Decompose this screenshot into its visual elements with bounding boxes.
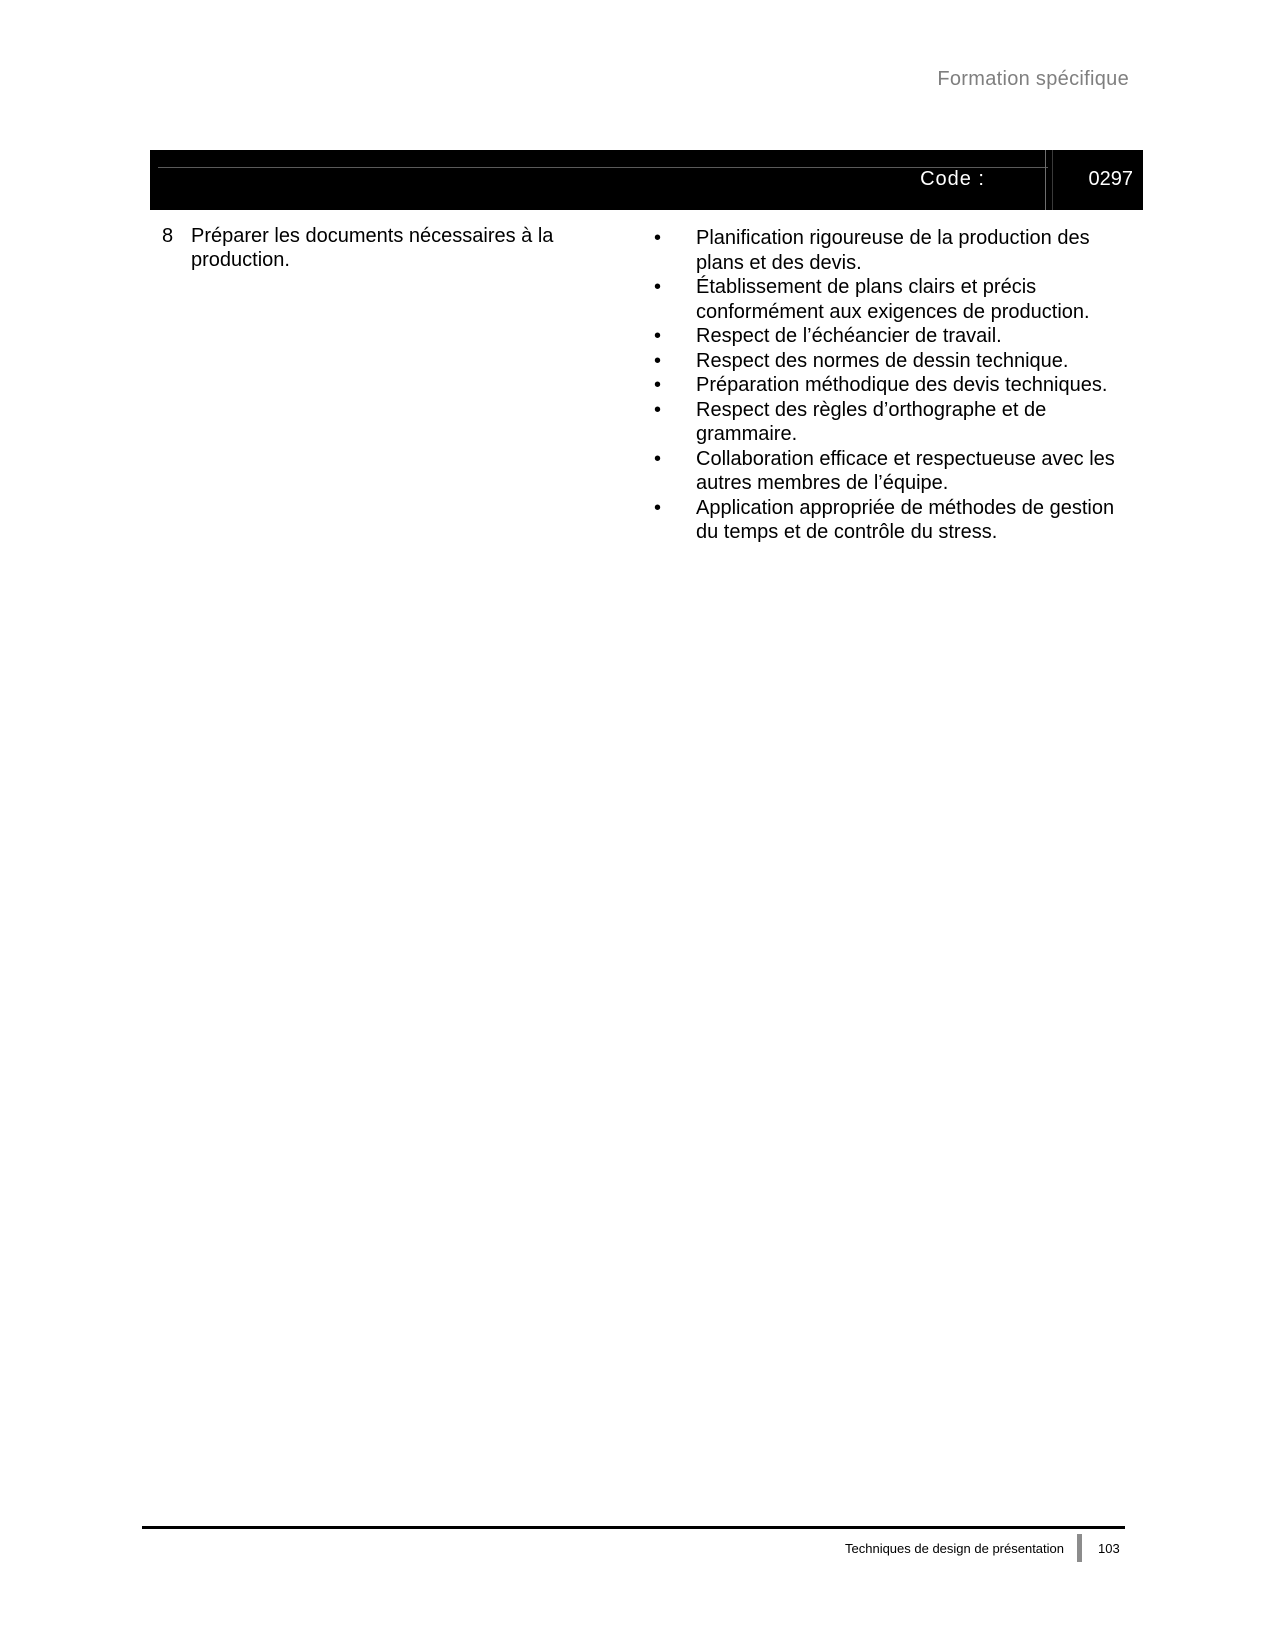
code-bar-rule [158,167,1048,168]
bullet-icon: • [654,276,662,298]
bullet-icon: • [654,398,662,421]
element-number: 8 [162,225,174,247]
criteria-item [654,324,1134,349]
element-text: Préparer les documents nécessaires à la production. [191,225,554,271]
criteria-text: Application appropriée de méthodes de gestion du temps et de contrôle du stress. [696,496,1115,543]
criteria-item [654,373,1134,398]
criteria-text: Préparation méthodique des devis techniques. [696,374,1108,396]
criteria-text: Respect des normes de dessin technique. [696,349,1069,372]
performance-criteria-list [654,226,1134,545]
footer-rule [142,1526,1125,1529]
criteria-item [654,275,1134,324]
criteria-item [654,226,1134,275]
bullet-icon: • [654,227,662,249]
bullet-icon: • [654,496,662,519]
bullet-icon: • [654,349,662,372]
page-number: 103 [1098,1541,1120,1556]
bullet-icon: • [654,325,662,347]
code-bar [150,150,1143,210]
criteria-text: Planification rigoureuse de la production des plans et des devis. [696,227,1090,274]
criteria-item [654,398,1134,447]
code-label: Code : [920,168,985,190]
footer-title: Techniques de design de présentation [845,1541,1064,1556]
criteria-text: Collaboration efficace et respectueuse avec les autres membres de l’équipe. [696,447,1115,494]
criteria-item [654,349,1134,374]
criteria-item [654,447,1134,496]
criteria-text: Respect de l’échéancier de travail. [696,325,1002,347]
competency-element [162,224,602,272]
criteria-text: Établissement de plans clairs et précis conformément aux exigences de production. [696,276,1090,323]
code-divider-inner [1052,150,1053,210]
criteria-text: Respect des règles d’orthographe et de grammaire. [696,398,1047,445]
code-value: 0297 [1088,168,1133,190]
bullet-icon: • [654,447,662,470]
code-divider [1045,150,1046,210]
section-header: Formation spécifique [937,68,1129,90]
bullet-icon: • [654,374,662,396]
criteria-item [654,496,1134,545]
footer-separator [1077,1534,1082,1562]
